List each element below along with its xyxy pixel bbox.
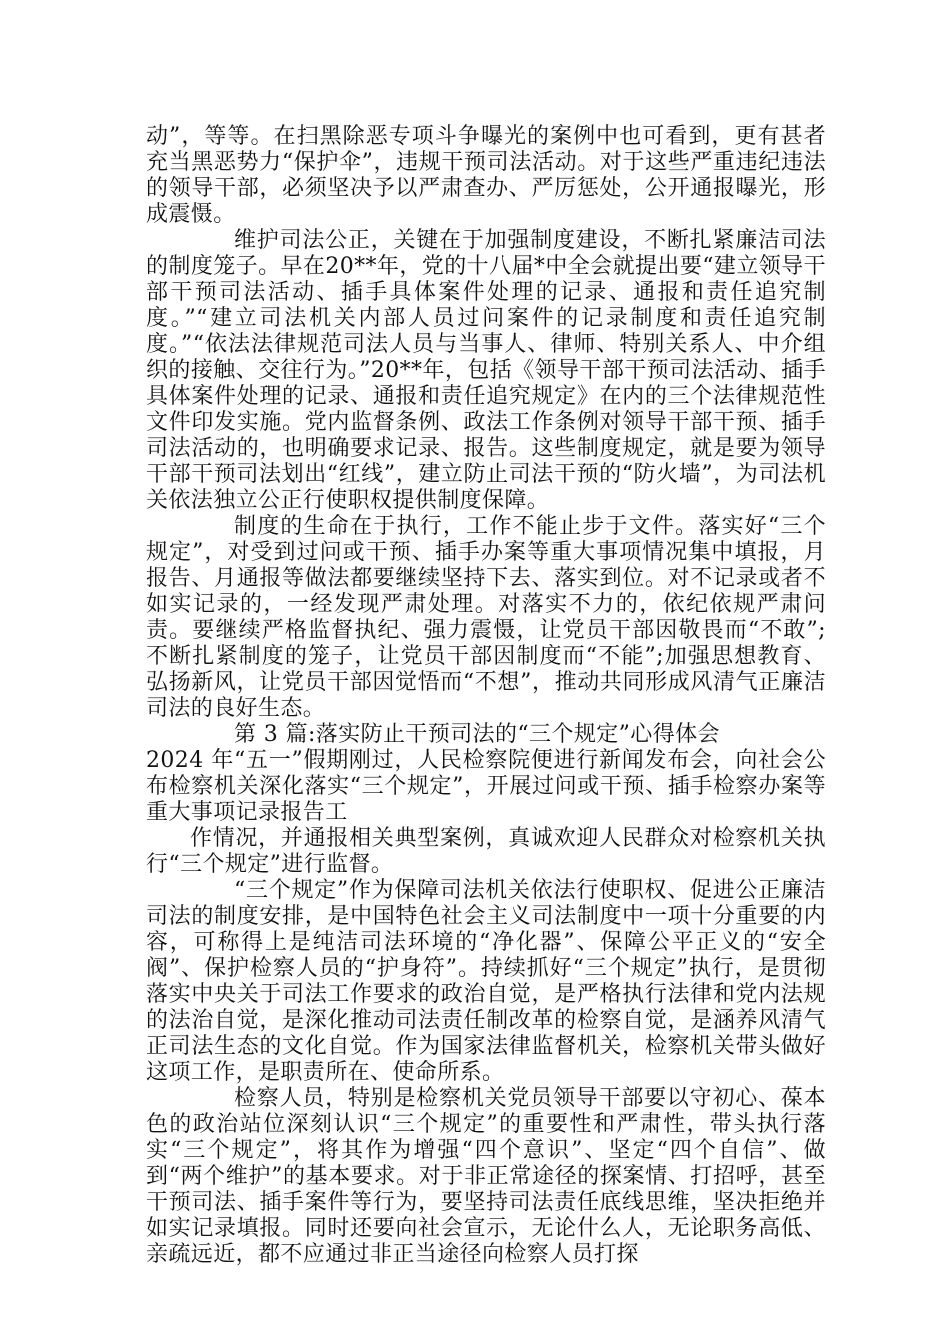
section-heading: 第 3 篇:落实防止干预司法的“三个规定”心得体会 [234, 722, 720, 747]
paragraph-prosecutors: 检察人员，特别是检察机关党员领导干部要以守初心、葆本色的政治站位深刻认识“三个规定”的重要性和严肃性，带头执行落实“三个规定”，将其作为增强“四个意识”、坚定“四个自信”、做到“两个维护”的基本要求。对于非正常途径的探案情、打招呼，甚至干预司法、插手案件等行为，要坚持司法责任底线思维，坚决拒绝并如实记录填报。同时还要向社会宣示，无论什么人，无论职务高低、亲疏远近，都不应通过非正当途径向检察人员打探 [146, 1086, 826, 1267]
paragraph-press-conference-cont: 作情况，并通报相关典型案例，真诚欢迎人民群众对检察机关执行“三个规定”进行监督。 [146, 826, 826, 877]
paragraph-press-conference: 2024 年“五一”假期刚过，人民检察院便进行新闻发布会，向社会公布检察机关深化落实“三个规定”，开展过问或干预、插手检察办案等重大事项记录报告工 [146, 748, 826, 825]
paragraph-three-rules-importance: “三个规定”作为保障司法机关依法行使职权、促进公正廉洁司法的制度安排，是中国特色社会主义司法制度中一项十分重要的内容，可称得上是纯洁司法环境的“净化器”、保障公平正义的“安全阀”、保护检察人员的“护身符”。持续抓好“三个规定”执行，是贯彻落实中央关于司法工作要求的政治自觉，是严格执行法律和党内法规的法治自觉，是深化推动司法责任制改革的检察自觉，是涵养风清气正司法生态的文化自觉。作为国家法律监督机关，检察机关带头做好这项工作，是职责所在、使命所系。 [146, 878, 826, 1085]
paragraph-system-building: 维护司法公正，关键在于加强制度建设，不断扎紧廉洁司法的制度笼子。早在20**年，党的十八届*中全会就提出要“建立领导干部干预司法活动、插手具体案件处理的记录、通报和责任追究制度。”“建立司法机关内部人员过问案件的记录制度和责任追究制度。”“依法法律规范司法人员与当事人、律师、特别关系人、中介组织的接触、交往行为。”20**年，包括《领导干部干预司法活动、插手具体案件处理的记录、通报和责任追究规定》在内的三个法律规范性文件印发实施。党内监督条例、政法工作条例对领导干部干预、插手司法活动的，也明确要求记录、报告。这些制度规定，就是要为领导干部干预司法划出“红线”，建立防止司法干预的“防火墙”，为司法机关依法独立公正行使职权提供制度保障。 [146, 228, 826, 513]
document-body [146, 124, 826, 1268]
paragraph-continuation: 动”，等等。在扫黑除恶专项斗争曝光的案例中也可看到，更有甚者充当黑恶势力“保护伞”，违规干预司法活动。对于这些严重违纪违法的领导干部，必须坚决予以严肃查办、严厉惩处，公开通报曝光，形成震慑。 [146, 124, 826, 227]
paragraph-execution: 制度的生命在于执行，工作不能止步于文件。落实好“三个规定”，对受到过问或干预、插手办案等重大事项情况集中填报，月报告、月通报等做法都要继续坚持下去、落实到位。对不记录或者不如实记录的，一经发现严肃处理。对落实不力的，依纪依规严肃问责。要继续严格监督执纪、强力震慑，让党员干部因敬畏而“不敢”;不断扎紧制度的笼子，让党员干部因制度而“不能”;加强思想教育、弘扬新风，让党员干部因觉悟而“不想”，推动共同形成风清气正廉洁司法的良好生态。 [146, 514, 826, 721]
